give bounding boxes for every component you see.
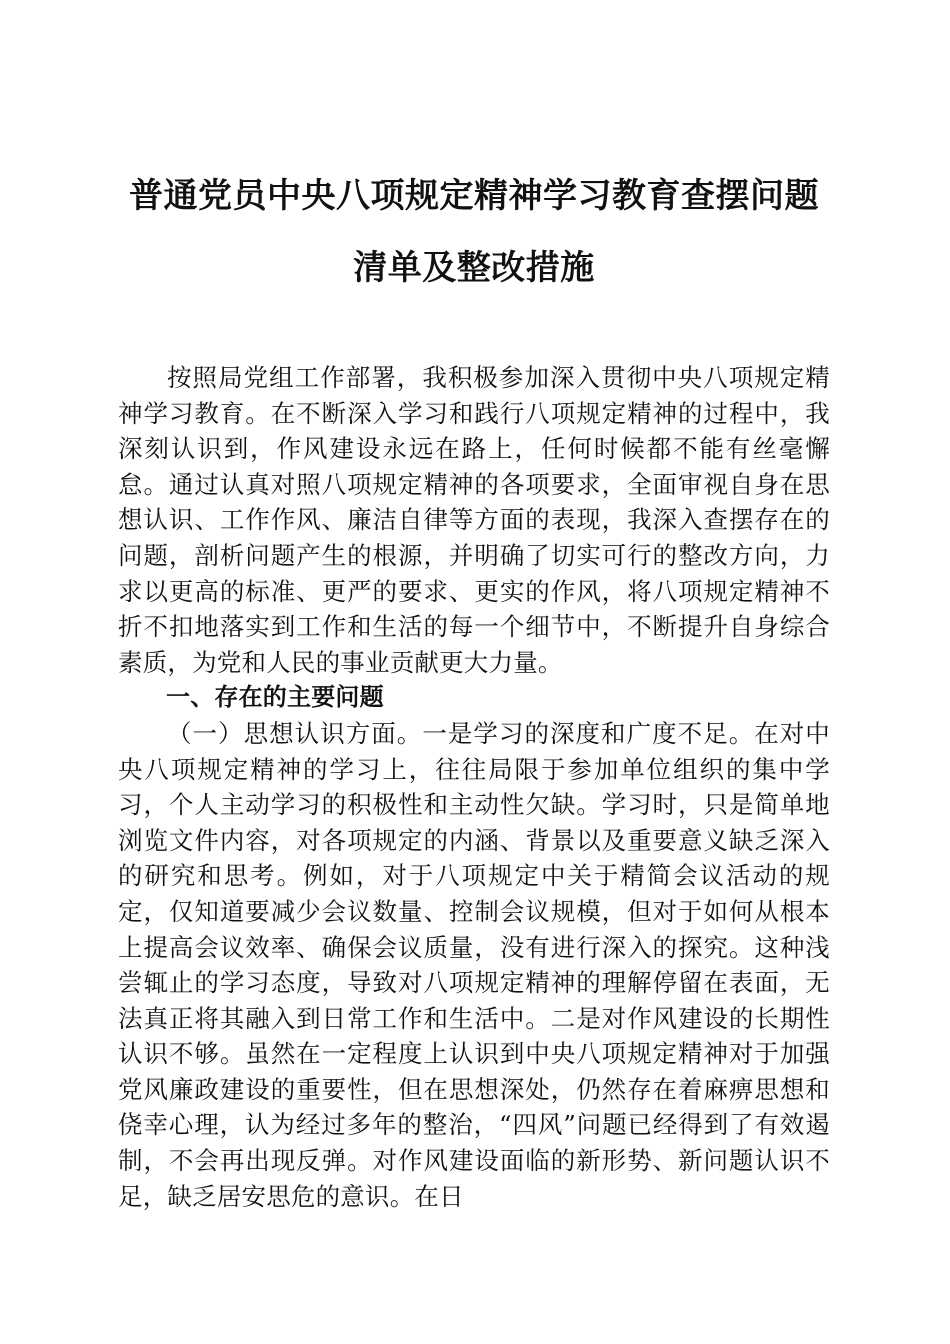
subsection-paragraph bbox=[118, 716, 830, 1214]
document-title-line-1: 普通党员中央八项规定精神学习教育查摆问题 bbox=[129, 176, 819, 216]
document-title-line-2: 清单及整改措施 bbox=[353, 248, 595, 288]
section-heading: 一、存在的主要问题 bbox=[166, 683, 384, 712]
document-body bbox=[118, 360, 830, 1214]
subsection-lead: （一）思想认识方面。 bbox=[167, 718, 423, 748]
intro-paragraph: 按照局党组工作部署，我积极参加深入贯彻中央八项规定精神学习教育。在不断深入学习和践行八项规定精神的过程中，我深刻认识到，作风建设永远在路上，任何时候都不能有丝毫懈怠。通过认真对照八项规定精神的各项要求，全面审视自身在思想认识、工作作风、廉洁自律等方面的表现，我深入查摆存在的问题，剖析问题产生的根源，并明确了切实可行的整改方向，力求以更高的标准、更严的要求、更实的作风，将八项规定精神不折不扣地落实到工作和生活的每一个细节中，不断提升自身综合素质，为党和人民的事业贡献更大力量。 bbox=[118, 363, 830, 677]
subsection-body: 一是学习的深度和广度不足。在对中央八项规定精神的学习上，往往局限于参加单位组织的集中学习，个人主动学习的积极性和主动性欠缺。学习时，只是简单地浏览文件内容，对各项规定的内涵、背景以及重要意义缺乏深入的研究和思考。例如，对于八项规定中关于精简会议活动的规定，仅知道要减少会议数量、控制会议规模，但对于如何从根本上提高会议效率、确保会议质量，没有进行深入的探究。这种浅尝辄止的学习态度，导致对八项规定精神的理解停留在表面，无法真正将其融入到日常工作和生活中。二是对作风建设的长期性认识不够。虽然在一定程度上认识到中央八项规定精神对于加强党风廉政建设的重要性，但在思想深处，仍然存在着麻痹思想和侥幸心理，认为经过多年的整治，“四风”问题已经得到了有效遏制，不会再出现反弹。对作风建设面临的新形势、新问题认识不足，缺乏居安思危的意识。在日 bbox=[118, 718, 831, 1211]
